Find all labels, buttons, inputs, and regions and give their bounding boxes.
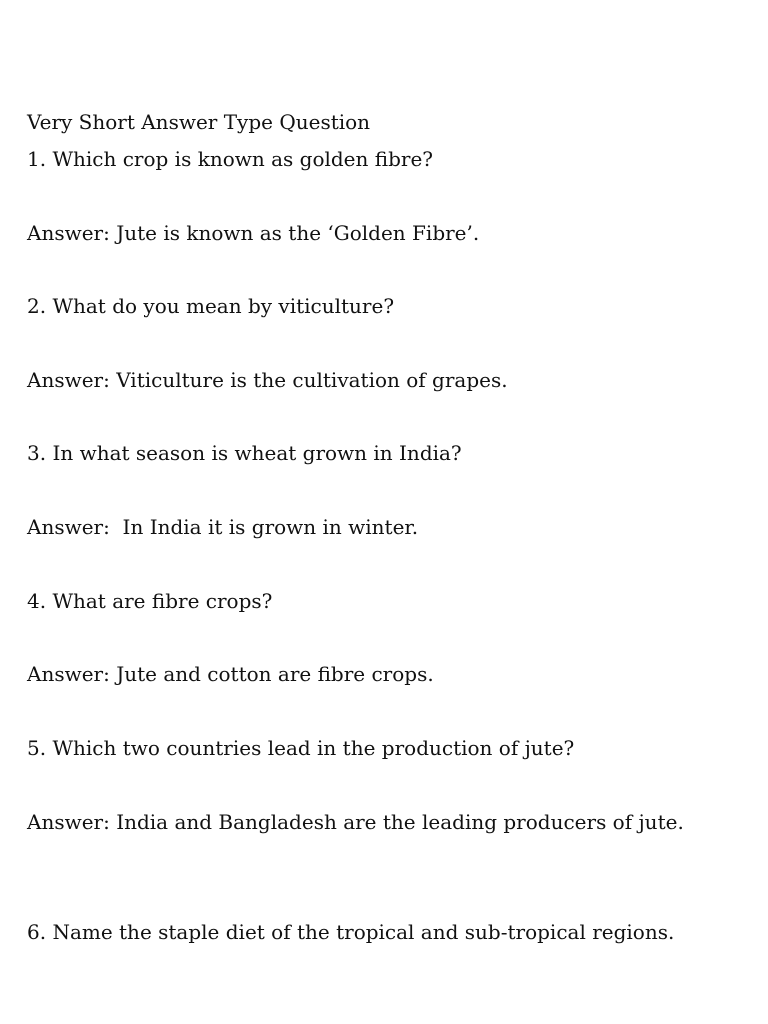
question-1: 1. Which crop is known as golden fibre? [27,147,434,171]
answer-3: Answer: In India it is grown in winter. [27,515,419,539]
answer-5: Answer: India and Bangladesh are the leading producers of jute. [27,810,684,834]
answer-1: Answer: Jute is known as the ‘Golden Fibre’. [27,221,480,245]
question-5: 5. Which two countries lead in the production of jute? [27,736,575,760]
question-2: 2. What do you mean by viticulture? [27,294,395,318]
question-6: 6. Name the staple diet of the tropical and sub-tropical regions. [27,920,675,944]
question-4: 4. What are fibre crops? [27,589,273,613]
answer-2: Answer: Viticulture is the cultivation of grapes. [27,368,508,392]
section-heading: Very Short Answer Type Question [27,110,371,134]
question-3: 3. In what season is wheat grown in India? [27,441,462,465]
answer-4: Answer: Jute and cotton are fibre crops. [27,662,434,686]
